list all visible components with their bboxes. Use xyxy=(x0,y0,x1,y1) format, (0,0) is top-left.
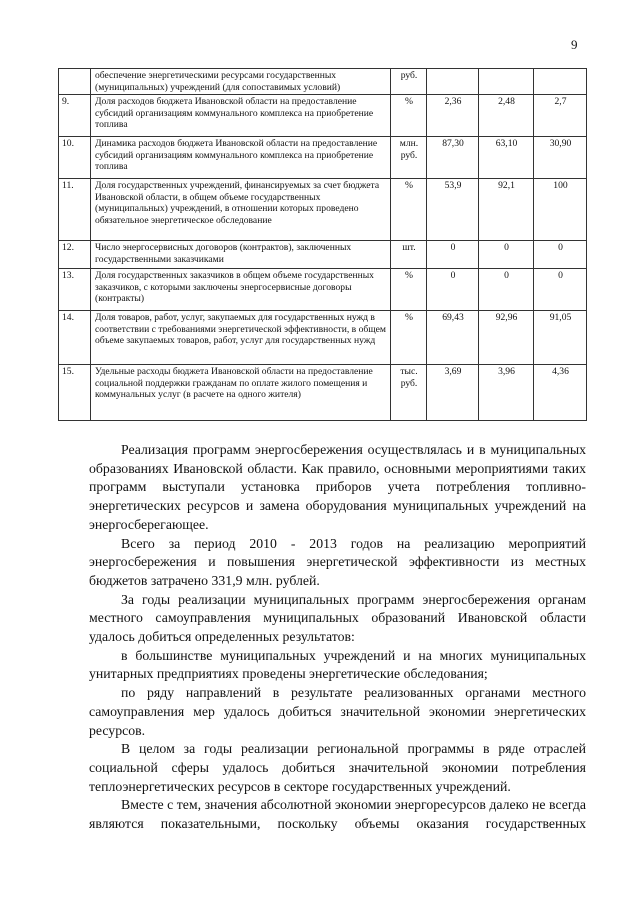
value-2: 0 xyxy=(479,241,534,269)
indicator-name: Удельные расходы бюджета Ивановской области на предоставление социальной поддержки гражданам по оплате жилого помещения и коммунальных услуг (в расчете на одного жителя) xyxy=(91,365,391,421)
value-1: 53,9 xyxy=(427,179,479,241)
value-3: 2,7 xyxy=(534,95,587,137)
paragraph: В целом за годы реализации региональной программы в ряде отраслей социальной сферы удалось добиться значительной экономии потребления теплоэнергетических ресурсов в секторе государственных учреждений. xyxy=(89,741,586,794)
value-1: 2,36 xyxy=(427,95,479,137)
value-2: 92,96 xyxy=(479,311,534,365)
value-1: 87,30 xyxy=(427,137,479,179)
value-2: 2,48 xyxy=(479,95,534,137)
unit: тыс. руб. xyxy=(391,365,427,421)
value-3: 4,36 xyxy=(534,365,587,421)
paragraph: в большинстве муниципальных учреждений и на многих муниципальных унитарных предприятиях проведены энергетические обследования; xyxy=(89,647,586,682)
row-number: 15. xyxy=(59,365,91,421)
value-3: 91,05 xyxy=(534,311,587,365)
value-3: 100 xyxy=(534,179,587,241)
value-1: 3,69 xyxy=(427,365,479,421)
table-row xyxy=(59,365,587,421)
paragraph: по ряду направлений в результате реализованных органами местного самоуправления мер удалось добиться значительной экономии энергетических ресурсов. xyxy=(89,685,586,738)
value-1: 0 xyxy=(427,241,479,269)
body-text xyxy=(89,441,586,834)
row-number: 12. xyxy=(59,241,91,269)
value-3: 0 xyxy=(534,269,587,311)
indicator-name: Доля государственных заказчиков в общем объеме государственных заказчиков, с которыми заключены энергосервисные договоры (контракты) xyxy=(91,269,391,311)
row-number: 14. xyxy=(59,311,91,365)
unit: млн. руб. xyxy=(391,137,427,179)
table-row xyxy=(59,137,587,179)
table-row xyxy=(59,241,587,269)
unit: % xyxy=(391,179,427,241)
table-row xyxy=(59,69,587,95)
indicator-name: Число энергосервисных договоров (контрактов), заключенных государственными заказчиками xyxy=(91,241,391,269)
value-2 xyxy=(479,69,534,95)
paragraph: Вместе с тем, значения абсолютной экономии энергоресурсов далеко не всегда являются показательными, поскольку объемы оказания государственных xyxy=(89,797,586,832)
paragraph: Реализация программ энергосбережения осуществлялась и в муниципальных образованиях Ивановской области. Как правило, основными мероприятиями таких программ выступали установка приборов учета потребления топливно-энергетических ресурсов и замена оборудования муниципальных учреждений на энергосберегающее. xyxy=(89,442,586,532)
value-1: 69,43 xyxy=(427,311,479,365)
indicators-table xyxy=(58,68,587,421)
indicator-name: Динамика расходов бюджета Ивановской области на предоставление субсидий организациям коммунального комплекса на приобретение топлива xyxy=(91,137,391,179)
row-number xyxy=(59,69,91,95)
row-number: 11. xyxy=(59,179,91,241)
unit: шт. xyxy=(391,241,427,269)
unit: % xyxy=(391,311,427,365)
paragraph: За годы реализации муниципальных программ энергосбережения органам местного самоуправления муниципальных образований Ивановской области удалось добиться определенных результатов: xyxy=(89,591,586,645)
page-number: 9 xyxy=(571,37,578,52)
unit: % xyxy=(391,95,427,137)
value-1: 0 xyxy=(427,269,479,311)
paragraph: Всего за период 2010 - 2013 годов на реализацию мероприятий энергосбережения и повышения энергетической эффективности из местных бюджетов затрачено 331,9 млн. рублей. xyxy=(89,535,586,588)
table-row xyxy=(59,179,587,241)
value-3: 0 xyxy=(534,241,587,269)
unit: % xyxy=(391,269,427,311)
indicator-name: Доля государственных учреждений, финансируемых за счет бюджета Ивановской области, в общем объеме государственных (муниципальных) учреждений, в отношении которых проведено обязательное энергетическое обследование xyxy=(91,179,391,241)
table-row xyxy=(59,311,587,365)
indicator-name: Доля товаров, работ, услуг, закупаемых для государственных нужд в соответствии с требованиями энергетической эффективности, в общем объеме закупаемых товаров, работ, услуг для государственных нужд xyxy=(91,311,391,365)
value-2: 63,10 xyxy=(479,137,534,179)
value-3: 30,90 xyxy=(534,137,587,179)
value-2: 92,1 xyxy=(479,179,534,241)
row-number: 13. xyxy=(59,269,91,311)
table-row xyxy=(59,269,587,311)
row-number: 10. xyxy=(59,137,91,179)
value-1 xyxy=(427,69,479,95)
indicator-name: Доля расходов бюджета Ивановской области на предоставление субсидий организациям коммунального комплекса на приобретение топлива xyxy=(91,95,391,137)
indicator-name: обеспечение энергетическими ресурсами государственных (муниципальных) учреждений (для сопоставимых условий) xyxy=(91,69,391,95)
row-number: 9. xyxy=(59,95,91,137)
value-2: 0 xyxy=(479,269,534,311)
table-row xyxy=(59,95,587,137)
value-3 xyxy=(534,69,587,95)
unit: руб. xyxy=(391,69,427,95)
value-2: 3,96 xyxy=(479,365,534,421)
